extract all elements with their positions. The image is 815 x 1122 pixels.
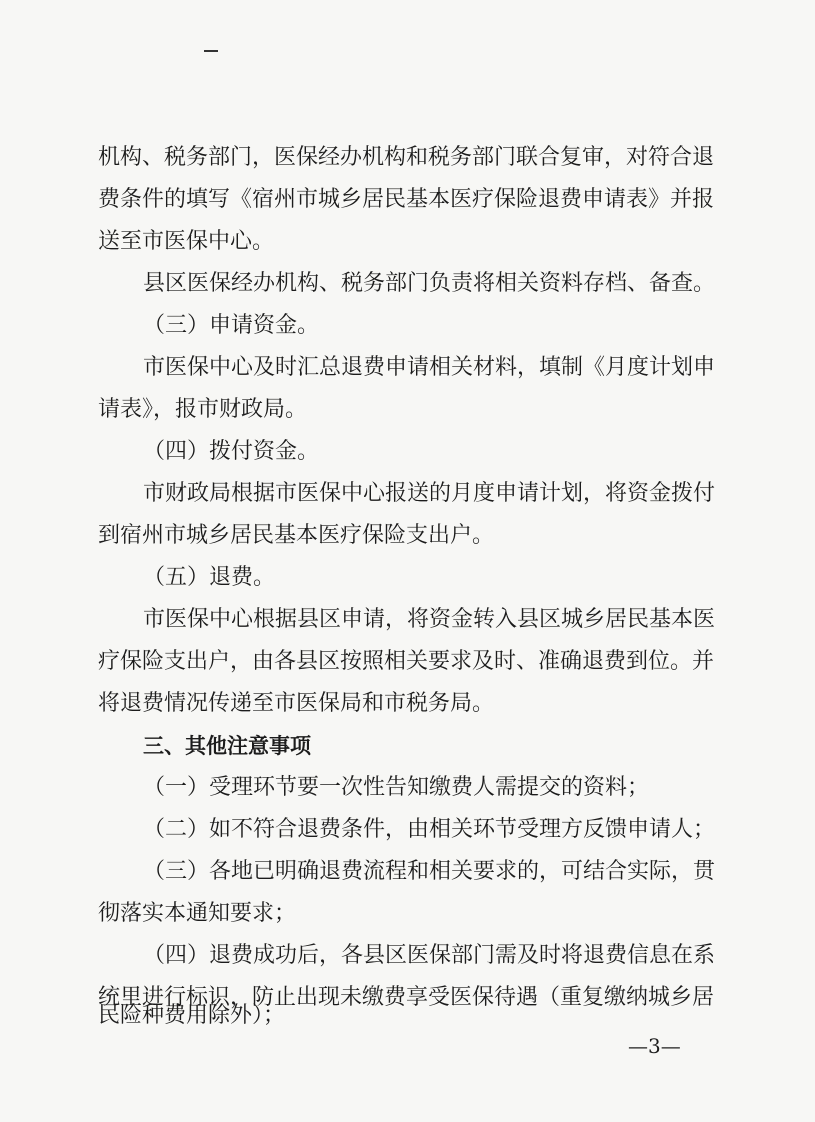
- list-item-continuation: 民险种费用除外）；: [98, 1003, 286, 1028]
- body-line: 县区医保经办机构、税务部门负责将相关资料存档、备查。: [143, 271, 716, 296]
- list-item: （四）退费成功后，各县区医保部门需及时将退费信息在系: [143, 943, 716, 968]
- page-number: —3—: [628, 1034, 681, 1058]
- top-dash-mark: [204, 50, 218, 52]
- body-line: 市财政局根据市医保中心报送的月度申请计划，将资金拨付: [143, 481, 716, 506]
- body-line: 到宿州市城乡居民基本医疗保险支出户。: [98, 523, 495, 548]
- body-line: 市医保中心及时汇总退费申请相关材料，填制《月度计划申: [143, 355, 716, 380]
- body-line: 将退费情况传递至市医保局和市税务局。: [98, 691, 495, 716]
- list-item-continuation: 彻落实本通知要求；: [98, 901, 297, 926]
- body-line: 费条件的填写《宿州市城乡居民基本医疗保险退费申请表》并报: [98, 187, 715, 212]
- body-line: 请表》，报市财政局。: [98, 397, 308, 422]
- section-subheading: （三）申请资金。: [143, 313, 320, 338]
- list-item: （一）受理环节要一次性告知缴费人需提交的资料；: [143, 775, 650, 800]
- list-item: （二）如不符合退费条件，由相关环节受理方反馈申请人；: [143, 817, 716, 842]
- section-subheading: （四）拨付资金。: [143, 439, 320, 464]
- body-line: 疗保险支出户，由各县区按照相关要求及时、准确退费到位。并: [98, 649, 715, 674]
- body-line: 机构、税务部门，医保经办机构和税务部门联合复审，对符合退: [98, 145, 715, 170]
- body-line: 送至市医保中心。: [98, 229, 275, 254]
- list-item: （三）各地已明确退费流程和相关要求的，可结合实际，贯: [143, 859, 716, 884]
- section-subheading: （五）退费。: [143, 565, 276, 590]
- list-item-continuation: 统里进行标识，防止出现未缴费享受医保待遇（重复缴纳城乡居: [98, 985, 715, 1010]
- section-heading: 三、其他注意事项: [143, 734, 311, 758]
- body-line: 市医保中心根据县区申请，将资金转入县区城乡居民基本医: [143, 607, 716, 632]
